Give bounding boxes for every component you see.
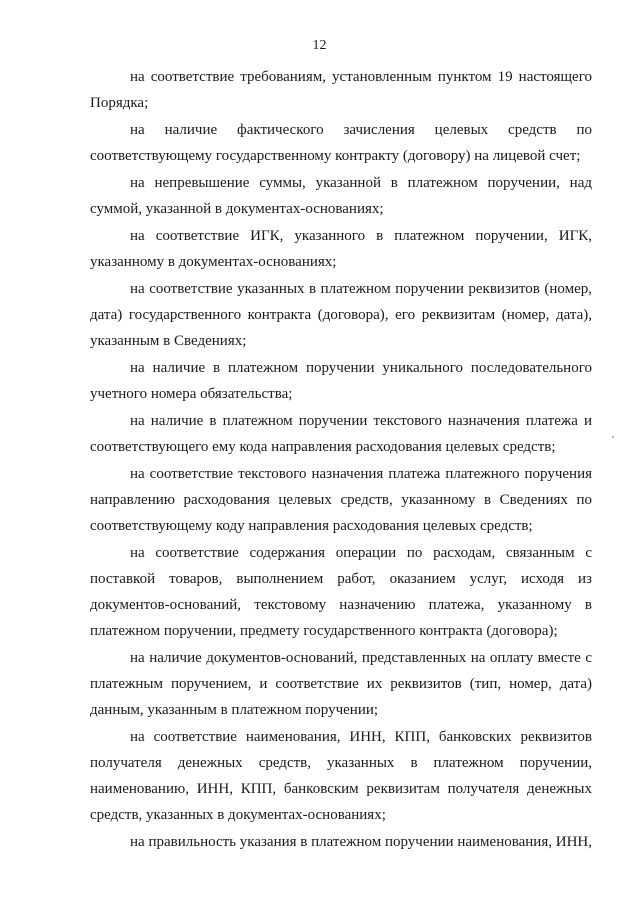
text-line: на соответствие требованиям, установленным пунктом 19 настоящего [130, 69, 592, 85]
text-line: на правильность указания в платежном поручении наименования, ИНН, [130, 834, 592, 850]
text-line: документов-оснований, текстовому назначению платежа, указанному в [90, 597, 592, 613]
text-line: соответствующему коду направления расходования целевых средств; [90, 518, 533, 534]
text-line: данным, указанным в платежном поручении; [90, 702, 379, 718]
paragraph [90, 461, 592, 539]
page-number: 12 [312, 38, 327, 53]
text-line: соответствующему государственному контракту (договору) на лицевой счет; [90, 148, 581, 164]
text-line: на непревышение суммы, указанной в платежном поручении, над [130, 175, 592, 191]
text-line: суммой, указанной в документах-основаниях; [90, 201, 384, 217]
text-line: на соответствие содержания операции по расходам, связанным с [130, 545, 592, 561]
text-line: дата) государственного контракта (договора), его реквизитам (номер, дата), [90, 307, 592, 323]
text-line: на наличие в платежном поручении уникального последовательного [130, 360, 592, 376]
text-line: на соответствие текстового назначения платежа платежного поручения [130, 466, 592, 482]
text-line: на соответствие ИГК, указанного в платежном поручении, ИГК, [130, 228, 592, 244]
paragraph [90, 829, 592, 855]
text-line: наименованию, ИНН, КПП, банковским реквизитам получателя денежных [90, 781, 592, 797]
text-line: средств, указанных в документах-основаниях; [90, 807, 386, 823]
text-line: соответствующего ему кода направления расходования целевых средств; [90, 439, 556, 455]
text-line: поставкой товаров, выполнением работ, оказанием услуг, исходя из [90, 571, 592, 587]
text-line: указанным в Сведениях; [90, 333, 247, 349]
text-line: получателя денежных средств, указанных в платежном поручении, [90, 755, 592, 771]
text-line: Порядка; [90, 95, 149, 111]
paragraph [90, 408, 592, 460]
paragraph [90, 724, 592, 828]
paragraph [90, 540, 592, 644]
text-line: на наличие документов-оснований, представленных на оплату вместе с [130, 650, 592, 666]
document-body [90, 64, 592, 856]
text-line: учетного номера обязательства; [90, 386, 293, 402]
text-line: на соответствие указанных в платежном поручении реквизитов (номер, [130, 281, 592, 297]
text-line: указанному в документах-основаниях; [90, 254, 337, 270]
paragraph [90, 117, 592, 169]
paragraph [90, 223, 592, 275]
text-line: платежным поручением, и соответствие их реквизитов (тип, номер, дата) [90, 676, 592, 692]
scan-speck [612, 436, 614, 438]
text-line: на соответствие наименования, ИНН, КПП, банковских реквизитов [130, 729, 592, 745]
text-line: направлению расходования целевых средств, указанному в Сведениях по [90, 492, 592, 508]
paragraph [90, 276, 592, 354]
paragraph [90, 355, 592, 407]
text-line: на наличие в платежном поручении текстового назначения платежа и [130, 413, 592, 429]
paragraph [90, 64, 592, 116]
text-line: платежном поручении, предмету государственного контракта (договора); [90, 623, 558, 639]
paragraph [90, 645, 592, 723]
paragraph [90, 170, 592, 222]
text-line: на наличие фактического зачисления целевых средств по [130, 122, 592, 138]
